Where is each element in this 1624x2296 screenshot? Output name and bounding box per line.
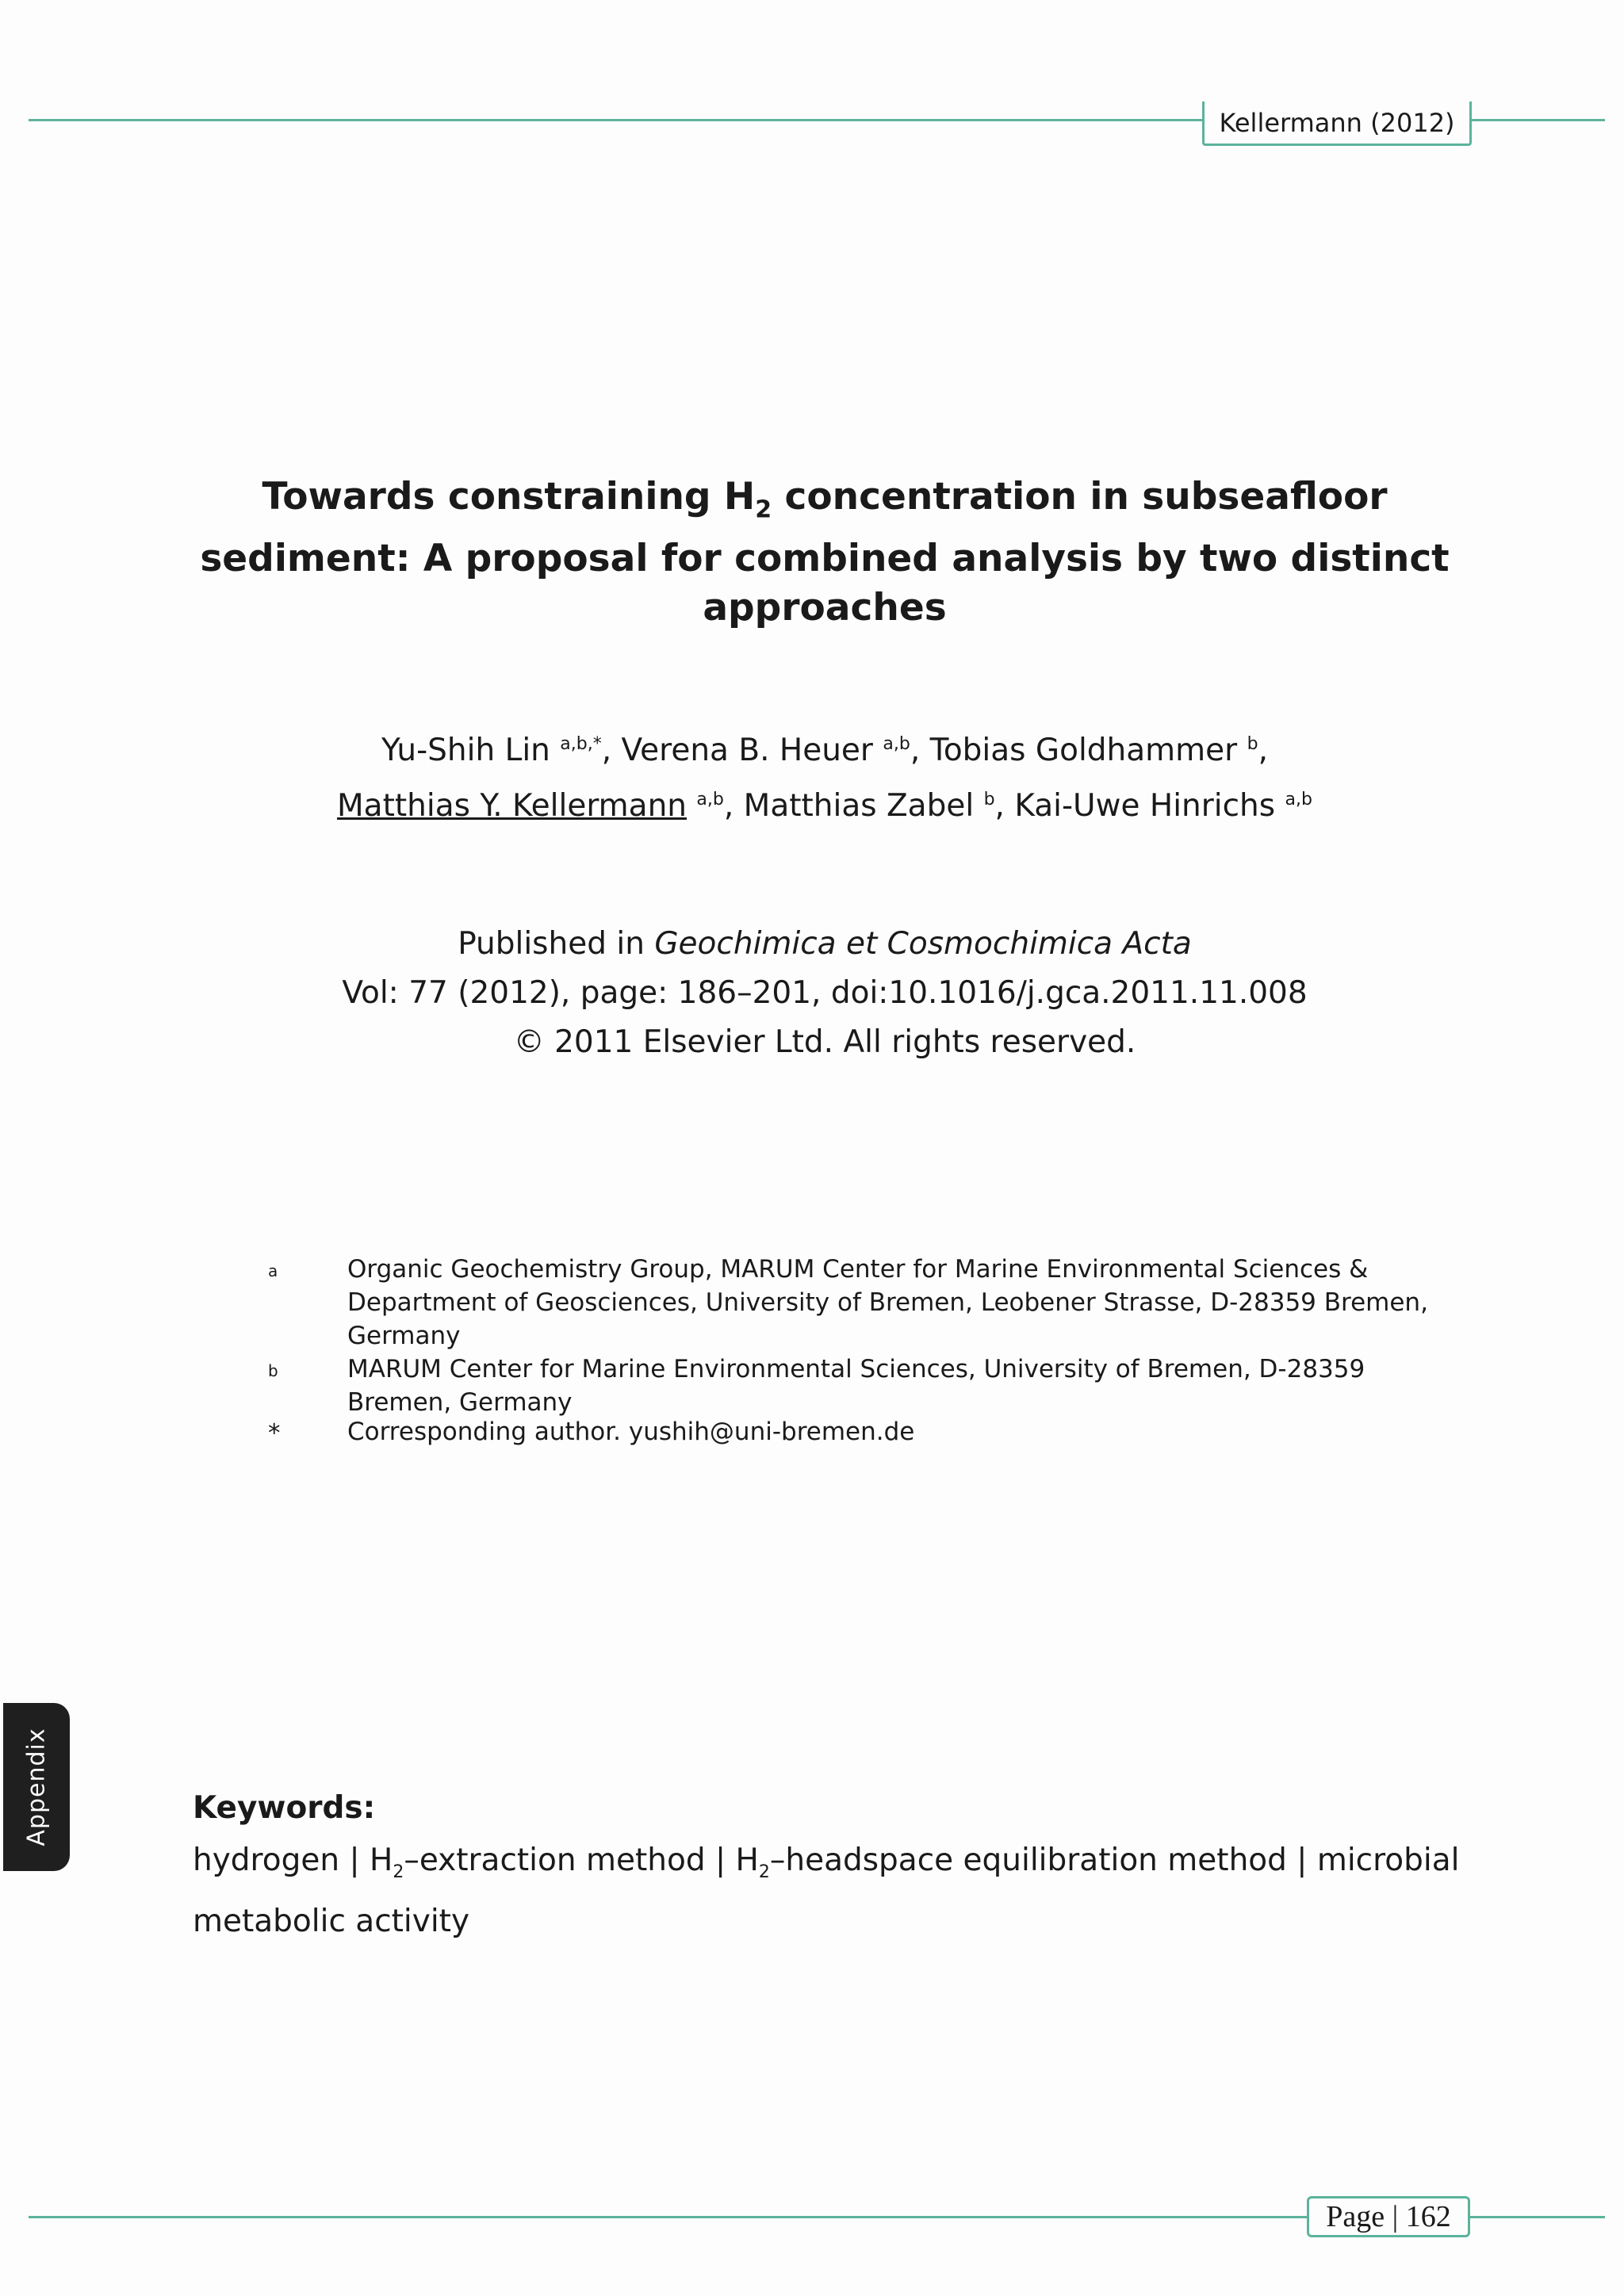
author-name: , Verena B. Heuer (601, 733, 873, 768)
affiliation-text: Organic Geochemistry Group, MARUM Center for Marine Environmental Sciences & Department of Geosciences, University of Bremen, Leobener Strasse, D-28359 Bremen, Germany (347, 1255, 1428, 1350)
author-name: Yu-Shih Lin (381, 733, 550, 768)
corresponding-author (268, 1418, 914, 1448)
running-header (1202, 101, 1472, 146)
appendix-side-tab (3, 1703, 70, 1871)
copyright-notice: © 2011 Elsevier Ltd. All rights reserved. (513, 1024, 1136, 1060)
keywords-text: –headspace equilibration method | microbial metabolic activity (193, 1843, 1460, 1939)
affiliation-item (268, 1353, 1473, 1419)
footer-rule-left (29, 2216, 1308, 2218)
publication-prefix: Published in (458, 926, 655, 962)
author-affil-mark: a,b (696, 790, 724, 809)
publication-volume: Vol: 77 (2012), page: 186–201, doi:10.1016/j.gca.2011.11.008 (342, 975, 1308, 1011)
affiliation-item (268, 1253, 1473, 1353)
author-name: , Matthias Zabel (723, 788, 975, 824)
author-separator: , (1258, 733, 1268, 768)
footer-rule-right (1469, 2216, 1605, 2218)
author-list (159, 720, 1491, 831)
author-line-2 (159, 775, 1491, 831)
affiliation-mark: a (268, 1261, 278, 1280)
author-line-1 (159, 720, 1491, 775)
author-affil-mark: a,b (883, 734, 910, 754)
keywords-text: –extraction method | H (404, 1843, 759, 1878)
author-affil-mark: a,b,* (560, 734, 602, 754)
affiliation-mark: b (268, 1361, 278, 1380)
author-affil-mark: b (983, 790, 995, 809)
publication-journal-line (159, 920, 1491, 969)
author-affil-mark: a,b (1285, 790, 1312, 809)
author-affil-mark: b (1247, 734, 1258, 754)
keywords-list (193, 1836, 1477, 1946)
journal-name: Geochimica et Cosmochimica Acta (654, 926, 1192, 962)
header-rule-right (1469, 119, 1605, 121)
affiliation-list (268, 1253, 1473, 1419)
keywords-subscript: 2 (393, 1862, 404, 1882)
author-name-highlighted: Matthias Y. Kellermann (337, 788, 688, 824)
affiliation-text: MARUM Center for Marine Environmental Sciences, University of Bremen, D-28359 Bremen, Germany (347, 1355, 1365, 1417)
author-name: , Kai-Uwe Hinrichs (994, 788, 1276, 824)
paper-title (159, 473, 1491, 633)
corresponding-mark: * (268, 1419, 281, 1448)
publication-info (159, 920, 1491, 1067)
title-subscript: 2 (755, 496, 772, 524)
title-part1: Towards constraining H (262, 475, 756, 519)
keywords-heading: Keywords: (193, 1790, 376, 1826)
page-number-label: Page | 162 (1326, 2200, 1451, 2233)
author-name: , Tobias Goldhammer (910, 733, 1238, 768)
corresponding-text: Corresponding author. yushih@uni-bremen.de (347, 1418, 915, 1446)
keywords-text: hydrogen | H (193, 1843, 393, 1878)
page-number (1307, 2196, 1470, 2237)
running-header-text: Kellermann (2012) (1219, 107, 1455, 138)
appendix-side-tab-label: Appendix (22, 1728, 51, 1846)
header-rule-left (29, 119, 1205, 121)
title-part2: concentration in subseafloor sediment: A proposal for combined analysis by two distinct approaches (200, 475, 1450, 630)
keywords-subscript: 2 (758, 1862, 770, 1882)
